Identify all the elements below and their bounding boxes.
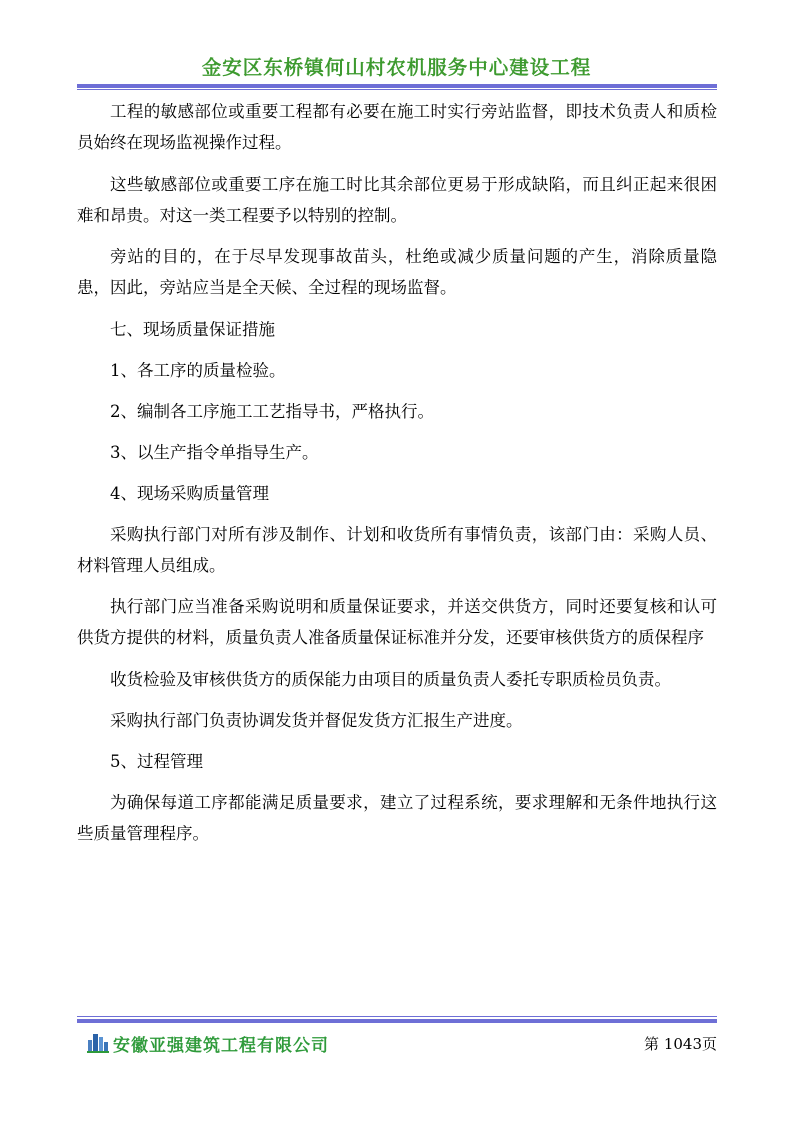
footer-company-name: 安徽亚强建筑工程有限公司 xyxy=(113,1036,329,1056)
list-item: 2、编制各工序施工工艺指导书，严格执行。 xyxy=(110,401,434,421)
paragraph: 采购执行部门对所有涉及制作、计划和收货所有事情负责，该部门由：采购人员、材料管理人员组成。 xyxy=(77,524,717,575)
paragraph: 旁站的目的，在于尽早发现事故苗头，杜绝或减少质量问题的产生，消除质量隐患，因此，旁站应当是全天候、全过程的现场监督。 xyxy=(77,247,717,297)
page-header-title: 金安区东桥镇何山村农机服务中心建设工程 xyxy=(201,56,592,79)
list-item: 1、各工序的质量检验。 xyxy=(110,360,286,380)
list-item: 4、现场采购质量管理 xyxy=(110,483,269,503)
paragraph: 执行部门应当准备采购说明和质量保证要求，并送交供货方，同时还要复核和认可供货方提供的材料，质量负责人准备质量保证标准并分发，还要审核供货方的质保程序 xyxy=(77,597,717,647)
paragraph: 这些敏感部位或重要工序在施工时比其余部位更易于形成缺陷，而且纠正起来很困难和昂贵。对这一类工程要予以特别的控制。 xyxy=(77,174,717,225)
footer-rule-thick xyxy=(77,1019,717,1023)
header-rule-thin xyxy=(77,89,717,90)
footer-rule-thin xyxy=(77,1016,717,1017)
page-footer xyxy=(77,1030,717,1056)
list-item: 5、过程管理 xyxy=(110,752,203,771)
paragraph: 收货检验及审核供货方的质保能力由项目的质量负责人委托专职质检员负责。 xyxy=(110,669,671,689)
paragraph: 为确保每道工序都能满足质量要求，建立了过程系统，要求理解和无条件地执行这些质量管理程序。 xyxy=(77,793,717,843)
document-body xyxy=(77,96,717,860)
list-item: 3、以生产指令单指导生产。 xyxy=(110,442,319,462)
paragraph: 采购执行部门负责协调发货并督促发货方汇报生产进度。 xyxy=(110,711,523,730)
header-rule-thick xyxy=(77,84,717,88)
building-logo-icon xyxy=(87,1031,109,1053)
section-heading: 七、现场质量保证措施 xyxy=(110,319,275,339)
paragraph: 工程的敏感部位或重要工程都有必要在施工时实行旁站监督，即技术负责人和质检员始终在现场监视操作过程。 xyxy=(77,102,717,152)
page-number: 第 1043页 xyxy=(644,1035,717,1053)
